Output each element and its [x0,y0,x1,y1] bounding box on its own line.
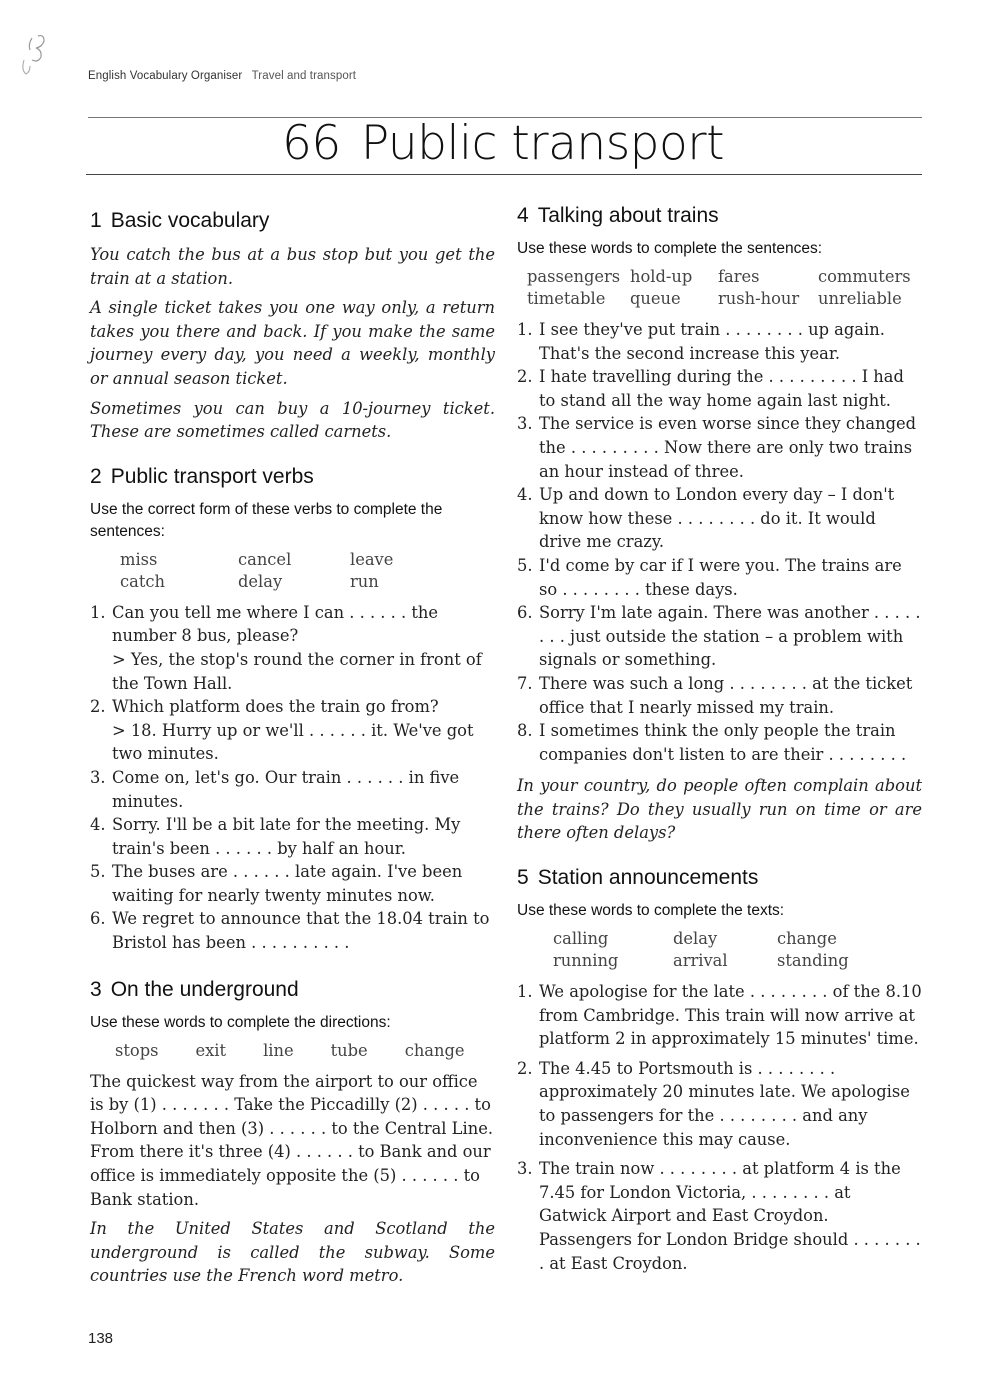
word-item: stops [115,1040,159,1060]
item-number: 3. [517,414,533,434]
exercise-item [517,1157,922,1275]
exercise-instruction: Use these words to complete the sentences: [517,240,822,257]
word-item: calling [553,929,609,949]
word-item: running [553,951,619,971]
word-item: hold-up [630,267,693,286]
word-item: unreliable [818,289,902,308]
item-number: 1. [517,320,533,339]
item-number: 6. [90,909,106,929]
exercise-item [90,907,495,954]
exercise-item [517,318,922,365]
exercise-instruction: Use the correct form of these verbs to complete the sentences: [90,500,443,540]
unit-title-text: Public transport [360,116,725,171]
section-heading-text: Station announcements [537,866,759,890]
vocab-paragraph: A single ticket takes you one way only, a return takes you there and back. If you make the same journey every day, you need a weekly, monthly or annual season ticket. [90,298,495,388]
note-text: In your country, do people often complain about the trains? Do they usually run on time or are there often delays? [517,776,922,843]
handwritten-mark [18,30,58,90]
word-item: run [350,571,379,591]
exercise-item [90,766,495,813]
item-text: I'd come by car if I were you. The trains are so . . . . . . . . these days. [539,555,902,599]
item-text: Up and down to London every day – I don't know how these . . . . . . . . do it. It would drive me crazy. [539,485,895,552]
exercise-instruction: Use these words to complete the texts: [517,902,785,920]
vocab-paragraph: Sometimes you can buy a 10-journey ticket. These are sometimes called carnets. [90,398,495,442]
item-number: 6. [517,603,533,623]
word-box [517,928,922,972]
section-heading [90,208,495,234]
item-reply: > 18. Hurry up or we'll . . . . . . it. We've got two minutes. [112,720,474,764]
word-item: cancel [238,549,292,569]
exercise-item [517,601,922,672]
exercise-item [90,860,495,907]
word-item: rush-hour [718,289,800,308]
item-number: 4. [517,485,533,505]
unit-title [282,116,724,171]
item-number: 5. [90,862,106,882]
word-item: catch [120,571,165,591]
section-title: Travel and transport [251,70,357,82]
left-column [90,208,495,1294]
item-number: 3. [90,767,106,787]
word-item: line [263,1040,294,1060]
page-number: 138 [88,1330,114,1347]
section-basic-vocabulary [90,208,495,444]
directions-text: The quickest way from the airport to our office is by (1) . . . . . . . Take the Piccadilly (2) . . . . . to Holborn and then (3) . . . . . . to the Central Line. From there it's three (4) . . . . . . to Bank and our office is immediately opposite the (5) . . . . . . to Bank station. [90,1071,494,1209]
word-item: standing [777,951,849,971]
section-heading-text: Basic vocabulary [110,209,270,232]
exercise-item [90,695,495,766]
note-text: In the United States and Scotland the underground is called the subway. Some countries use the French word metro. [90,1219,495,1286]
word-box [90,1040,495,1062]
item-text: The train now . . . . . . . . at platform 4 is the 7.45 for London Victoria, . . . . . . . . at Gatwick Airport and East Croydon. Passengers for London Bridge should . . . . . . . . at East Croydon. [539,1159,921,1273]
item-text: I sometimes think the only people the train companies don't listen to are their . . . . . . . . [539,721,907,764]
word-item: miss [120,549,158,569]
exercise-list [517,318,922,766]
section-heading-text: Public transport verbs [110,464,314,488]
section-public-transport-verbs [90,464,495,955]
item-text: Which platform does the train go from? [112,697,439,717]
section-number: 2 [90,464,102,488]
item-text: The 4.45 to Portsmouth is . . . . . . . . approximately 20 minutes late. We apologise to passengers for the . . . . . . . . and any inconvenience this may cause. [539,1058,910,1149]
item-number: 1. [90,602,106,622]
word-item: delay [238,571,283,591]
item-text: The buses are . . . . . . late again. I've been waiting for nearly twenty minutes now. [112,862,463,905]
section-heading [90,464,495,490]
word-item: fares [718,267,760,286]
book-title: English Vocabulary Organiser [88,70,243,82]
word-item: tube [330,1040,368,1060]
exercise-list [90,601,495,955]
section-number: 1 [90,209,102,232]
right-column [517,203,922,1283]
item-text: Come on, let's go. Our train . . . . . . in five minutes. [112,767,460,811]
item-number: 5. [517,555,533,575]
section-on-the-underground [90,977,495,1288]
exercise-item [517,1057,922,1151]
exercise-item [517,980,922,1051]
item-reply: > Yes, the stop's round the corner in front of the Town Hall. [112,649,482,693]
word-item: exit [195,1040,227,1060]
section-talking-about-trains [517,203,922,845]
section-heading [90,977,495,1003]
exercise-item [517,554,922,601]
exercise-item [90,813,495,860]
item-text: We apologise for the late . . . . . . . . of the 8.10 from Cambridge. This train will now arrive at platform 2 in approximately 15 minutes' time. [539,982,922,1049]
item-number: 2. [517,1058,533,1078]
item-text: Sorry I'm late again. There was another . . . . . . . . just outside the station – a problem with signals or something. [539,603,921,670]
section-number: 4 [517,204,529,227]
word-item: arrival [673,951,728,971]
item-text: Can you tell me where I can . . . . . . the number 8 bus, please? [112,602,439,646]
exercise-list [517,980,922,1275]
item-text: The service is even worse since they changed the . . . . . . . . . Now there are only two trains an hour instead of three. [539,414,917,481]
item-number: 8. [517,721,533,741]
item-text: Sorry. I'll be a bit late for the meeting. My train's been . . . . . . by half an hour. [112,815,461,858]
running-head [88,70,356,82]
item-number: 2. [517,367,533,387]
item-text: I hate travelling during the . . . . . . . . . I had to stand all the way home again last night. [539,367,904,410]
section-heading [517,865,922,891]
exercise-item [517,412,922,483]
item-number: 4. [90,815,106,835]
item-number: 3. [517,1159,533,1179]
exercise-item [517,719,922,766]
item-text: We regret to announce that the 18.04 train to Bristol has been . . . . . . . . . . [112,909,490,953]
word-box [517,266,922,310]
section-heading [517,203,922,229]
section-station-announcements [517,865,922,1275]
exercise-item [517,672,922,719]
section-heading-text: Talking about trains [537,204,719,227]
word-item: commuters [818,267,911,286]
word-item: change [777,929,837,949]
unit-number: 66 [282,116,341,171]
word-item: timetable [527,289,606,308]
item-number: 7. [517,673,533,693]
word-item: passengers [527,267,621,286]
exercise-instruction: Use these words to complete the directions: [90,1013,391,1031]
section-heading-text: On the underground [110,977,299,1001]
exercise-item [517,365,922,412]
word-item: change [404,1040,465,1060]
vocab-paragraph: You catch the bus at a bus stop but you get the train at a station. [90,245,495,288]
section-number: 5 [517,866,529,890]
word-item: queue [630,289,681,308]
item-text: I see they've put train . . . . . . . . up again. That's the second increase this year. [539,320,885,363]
item-number: 1. [517,982,533,1002]
exercise-item [90,601,495,695]
item-text: There was such a long . . . . . . . . at the ticket office that I nearly missed my train. [539,673,913,717]
section-number: 3 [90,977,102,1001]
item-number: 2. [90,697,106,717]
title-rule-bottom [86,174,922,175]
exercise-item [517,483,922,554]
word-item: leave [350,549,394,569]
word-item: delay [673,929,718,949]
word-box [90,549,495,593]
